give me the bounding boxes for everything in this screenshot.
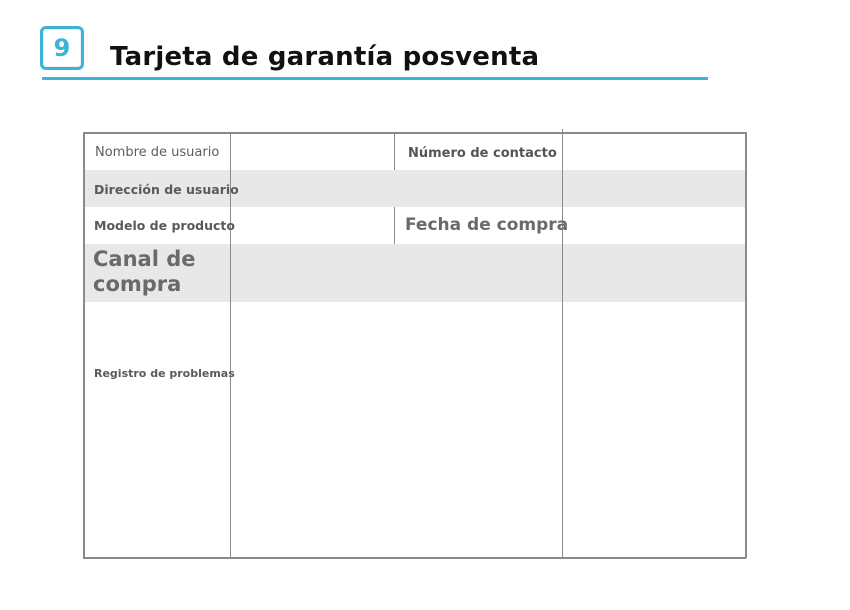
frame-top — [83, 132, 746, 134]
section-number-badge — [40, 26, 84, 70]
purchase-date-label: Fecha de compra — [405, 215, 569, 235]
frame-bottom — [83, 557, 746, 559]
section-number: 9 — [53, 34, 71, 62]
frame-right — [745, 132, 747, 558]
mid-divider-model — [394, 207, 395, 244]
warranty-form — [83, 132, 746, 558]
contact-number-label: Número de contacto — [408, 146, 557, 161]
title-underline — [42, 77, 708, 80]
purchase-channel-label-line2: compra — [93, 272, 182, 296]
mid-divider-top — [394, 132, 395, 170]
frame-left — [83, 132, 85, 558]
right-column-divider — [562, 129, 563, 558]
purchase-channel-label-line1: Canal de — [93, 247, 196, 271]
user-address-label: Dirección de usuario — [94, 182, 239, 197]
product-model-label: Modelo de producto — [94, 218, 235, 233]
user-name-label: Nombre de usuario — [95, 145, 220, 160]
page-title: Tarjeta de garantía posventa — [110, 42, 540, 72]
problem-record-label: Registro de problemas — [94, 367, 235, 380]
